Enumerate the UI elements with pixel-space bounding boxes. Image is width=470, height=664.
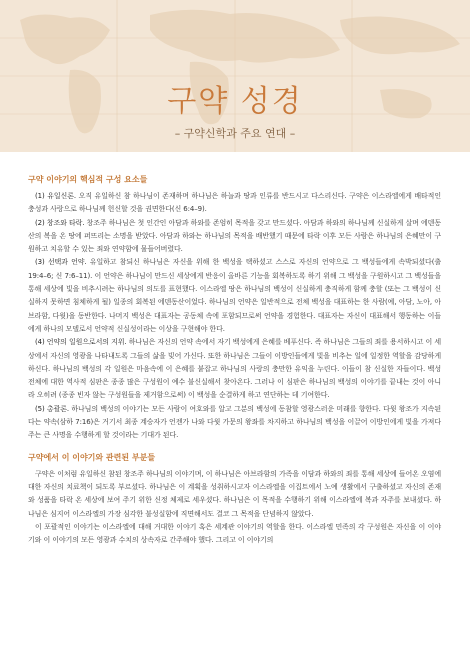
- section-spacer: [28, 443, 441, 452]
- page-title: 구약 성경: [167, 84, 303, 119]
- paragraph-text: 이 포괄적인 이야기는 이스라엘에 대해 거대한 이야기 혹은 세계관 이야기의 역할을 한다. 이스라엘 민족의 각 구성원은 자신을 이 이야기와 이 이야기의 모든 영광과 수치의 상속자로 간주해야 했다. 그리고 이 이야기의: [28, 522, 441, 545]
- paragraph-lead: (5) 총괄론.: [35, 404, 70, 413]
- paragraph: [28, 256, 441, 336]
- paragraph: [28, 521, 441, 548]
- paragraph-text: 오직 유일하신 참 하나님이 존재하며 하나님은 하늘과 땅과 인류를 반드시고 다스리신다. 구약은 이스라엘에게 배타적인 충성과 사랑으로 하나님께 헌신할 것을 권면한다(신 6:4–9).: [28, 192, 441, 214]
- header-banner: [0, 0, 470, 152]
- paragraph: [28, 217, 441, 257]
- section-heading: 구약 이야기의 핵심적 구성 요소들: [28, 175, 148, 184]
- paragraph: [28, 468, 441, 521]
- paragraph-text: 유일하고 참되신 하나님은 자신을 위해 한 백성을 택하셨고 스스로 자신의 언약으로 그 백성들에게 속박되셨다(출 19:4–6; 신 7:6–11). 이 언약은 하나님이 만드신 세상에게 반응이 올바른 기능을 회복하도록 하기 위해 그 백성을 구원하시고 그 백성들을 통해 세상에 빛을 비추시려는 하나님의 의도를 표현했다. 이스라엘 땅은 하나님의 백성이 신실하게 충직하게 함께 충할 (또는 그 백성이 신실하지 못하면 침체하게 될) 일종의 회복된 에덴동산이었다. 하나님의 언약은 일반적으로 전체 백성을 대표하는 한 사람(예, 아담, 노아, 아브라함, 다윗)을 동반한다. 나머지 백성은 대표자는 공동체 속에 포함되므로써 언약을 경험한다. 대표자는 자신이 대표해서 행동하는 이들에게 하나의 모델로서 언약적 신실성이라는 이상을 구현해야 한다.: [28, 258, 441, 333]
- section-heading: 구약에서 이 이야기와 관련된 부분들: [28, 452, 156, 462]
- paragraph-text: 창조주 하나님은 첫 인간인 아담과 하와를 존엄히 목적을 갖고 만드셨다. 아담과 하와의 하나님께 신실하게 살며 에덴동산의 복을 온 땅에 퍼뜨리는 소명을 받았다. 아담과 하와는 하나님의 목적을 배반했기 때문에 타락 이후 모든 사람은 하나님의 은혜만이 구원하고 치유할 수 있는 죄와 연약함에 물들어버렸다.: [28, 218, 441, 254]
- paragraph-text: 하나님은 자신의 언약 속에서 자기 백성에게 은혜를 베푸신다. 즉 하나님은 그들의 죄를 용서하시고 이 세상에서 자신의 영광을 나타내도록 그들의 삶을 빚어 가신다. 또한 하나님은 그들이 이방인들에게 빛을 비추는 일에 일정한 역할을 감당하게 하신다. 하나님의 백성의 각 일원은 마음속에 이 은혜를 붙잡고 하나님의 사랑의 충만한 유익을 누린다. 이들이 참 신실한 자들이다. 백성 전체에 대한 역사적 심판은 종종 많은 구성원이 예수 불신실해서 찾아온다. 그러나 이 심판은 하나님의 백성의 이야기를 끝내는 것이 아니라 오히려 (종종 빈자 않는 구성원들을 제거함으로써) 이 백성을 순결하게 하고 연단하는 데 기여한다.: [28, 338, 441, 400]
- page-subtitle: – 구약신학과 주요 연대 –: [174, 127, 296, 140]
- article-body: [28, 174, 441, 547]
- paragraph-lead: (4) 언약의 일원으로서의 지위.: [35, 338, 127, 347]
- paragraph: [28, 336, 441, 402]
- paragraph: [28, 403, 441, 443]
- paragraph: [28, 190, 441, 217]
- paragraph-lead: (1) 유일신론.: [35, 192, 76, 200]
- paragraph-lead: (2) 창조와 타락.: [35, 218, 85, 227]
- paragraph-text: 하나님의 백성의 이야기는 모든 사람이 여호와를 알고 그분의 백성에 동참할 영광스러운 미래를 향한다. 다윗 왕조가 지속된다는 약속(삼하 7:16)은 거기서 최종 계승자가 언젠가 나와 다윗 가문의 왕좌를 차지하고 하나님의 백성을 이끌어 이방인에게 빛을 가져다주는 큰 사명을 수행하게 할 것이라는 기대가 된다.: [28, 404, 441, 440]
- paragraph-lead: (3) 선택과 언약.: [35, 258, 87, 267]
- paragraph-text: 구약은 이처럼 유일하신 참된 창조주 하나님의 이야기며, 이 하나님은 아브라함의 가족을 이담과 하와의 죄를 통해 세상에 들어온 오염에 대한 자신의 치료책이 되도록 부르셨다. 하나님은 이 계획을 성취하시고자 이스라엘을 이집트에서 노예 생활에서 구출하셨고 자신의 존재와 성품을 타락 온 세상에 보여 주기 위한 신정 체제로 세우셨다. 하나님은 이 목적을 수행하기 위해 이스라엘에 복과 자주를 보내셨다. 하나님은 심지어 이스라엘의 가장 심각한 불성실함에 직면해서도 결코 그 목적을 단념하지 않았다.: [28, 469, 441, 518]
